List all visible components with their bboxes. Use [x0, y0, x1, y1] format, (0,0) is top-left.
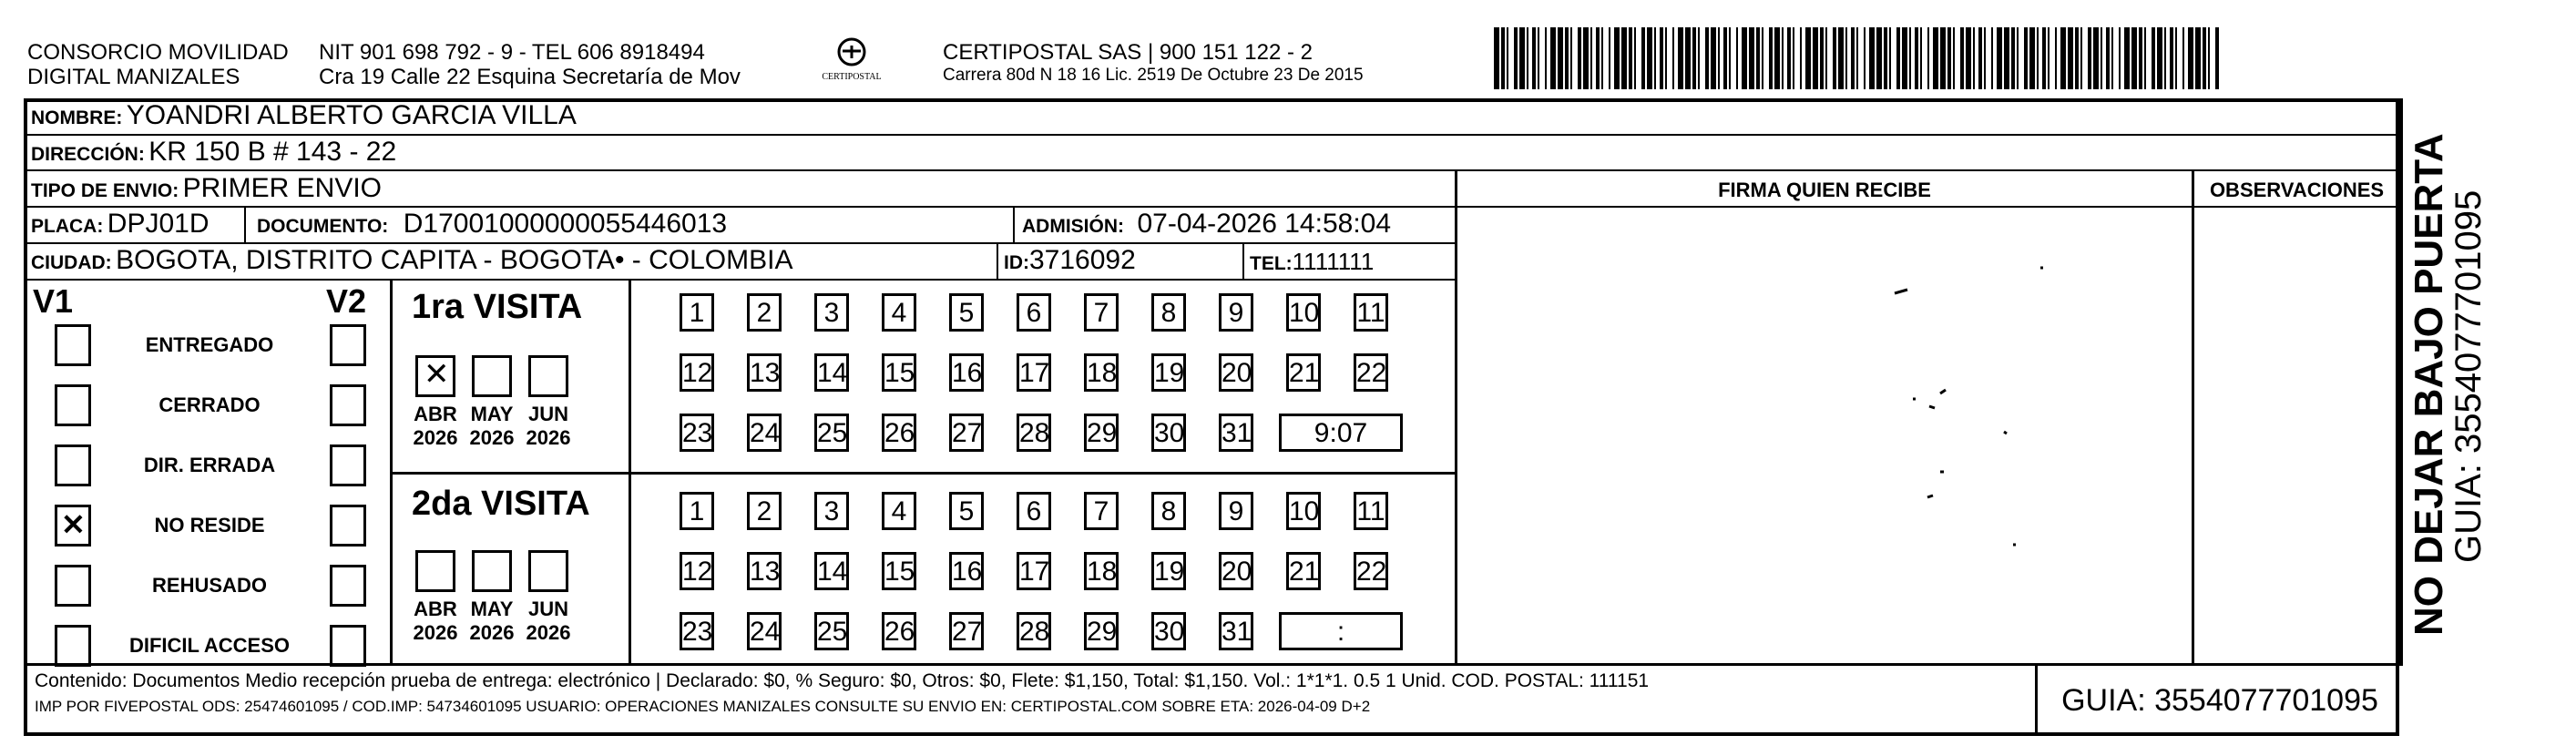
barcode-bar: [2215, 27, 2219, 89]
day-box[interactable]: 30: [1151, 414, 1186, 452]
day-box[interactable]: 20: [1219, 353, 1253, 392]
day-box[interactable]: 28: [1017, 414, 1051, 452]
barcode-bar: [2124, 27, 2130, 89]
barcode-bar: [1494, 27, 1499, 89]
barcode-bar: [2195, 27, 2201, 89]
day-box[interactable]: 11: [1354, 492, 1388, 530]
time-box[interactable]: :: [1279, 612, 1403, 650]
barcode-bar: [2088, 27, 2091, 89]
barcode-bar: [1742, 27, 1747, 89]
barcode-bar: [2068, 27, 2073, 89]
observaciones-header: OBSERVACIONES: [2209, 179, 2385, 201]
ciudad-row: [31, 245, 792, 276]
barcode-bar: [1869, 27, 1875, 89]
barcode-bar: [1621, 27, 1627, 89]
barcode-bar: [1820, 27, 1824, 89]
tel-row: [1250, 248, 1374, 276]
barcode-bar: [1596, 27, 1600, 89]
day-box[interactable]: 15: [882, 552, 916, 590]
day-box[interactable]: 25: [814, 612, 849, 650]
barcode-bar: [2119, 27, 2121, 89]
signature-marks: [1457, 208, 2192, 661]
day-box[interactable]: 9: [1219, 492, 1253, 530]
barcode-bar: [1902, 27, 1907, 89]
nombre-value: YOANDRI ALBERTO GARCIA VILLA: [126, 100, 577, 130]
ciudad-value: BOGOTA, DISTRITO CAPITA - BOGOTA• - COLOMBIA: [116, 245, 793, 275]
barcode-bar: [1889, 27, 1891, 89]
day-box[interactable]: 10: [1286, 293, 1321, 332]
barcode-bar: [1654, 27, 1656, 89]
barcode-bar: [2017, 27, 2019, 89]
barcode-bar: [1583, 27, 1589, 89]
barcode-bar: [1601, 27, 1603, 89]
v1-label: V1: [33, 282, 74, 320]
v1-checkbox[interactable]: [55, 384, 91, 426]
month-checkbox[interactable]: [415, 550, 455, 592]
certipostal-logo-icon: [833, 36, 870, 67]
day-box[interactable]: 17: [1017, 353, 1051, 392]
documento-label: DOCUMENTO:: [257, 216, 389, 237]
signature-area: [1457, 208, 2192, 661]
company-name: [27, 40, 289, 89]
address-line: Cra 19 Calle 22 Esquina Secretaría de Mov: [319, 65, 741, 89]
day-box[interactable]: 24: [747, 414, 782, 452]
barcode-bar: [2055, 27, 2057, 89]
barcode-bar: [2042, 27, 2046, 89]
month-checkbox[interactable]: [472, 355, 512, 397]
barcode-bar: [1647, 27, 1652, 89]
day-box[interactable]: 4: [882, 293, 916, 332]
barcode-bar: [1813, 27, 1818, 89]
day-box[interactable]: 7: [1084, 293, 1119, 332]
barcode-bar: [1960, 27, 1964, 89]
barcode-bar: [1915, 27, 1918, 89]
day-box[interactable]: 5: [949, 492, 984, 530]
barcode-bar: [2024, 27, 2028, 89]
barcode-bar: [1570, 27, 1572, 89]
month-checkbox[interactable]: [528, 355, 568, 397]
barcode-bar: [1545, 27, 1547, 89]
barcode-bar: [1672, 27, 1674, 89]
documento-value: D17001000000055446013: [403, 209, 728, 239]
id-label: ID:: [1004, 252, 1029, 273]
barcode-bar: [1793, 27, 1794, 89]
barcode-bar: [1698, 27, 1700, 89]
barcode-bar: [1805, 27, 1811, 89]
barcode-bar: [1590, 27, 1592, 89]
direccion-value: KR 150 B # 143 - 22: [148, 137, 397, 167]
barcode-bar: [2029, 27, 2035, 89]
month-check-mark: ✕: [424, 357, 450, 392]
barcode-bar: [1550, 27, 1556, 89]
barcode-bar: [1514, 27, 1518, 89]
v1-checkbox[interactable]: [55, 444, 91, 486]
barcode-bar: [1660, 27, 1663, 89]
day-box[interactable]: 16: [949, 552, 984, 590]
barcode-bar: [1527, 27, 1528, 89]
day-box[interactable]: 4: [882, 492, 916, 530]
barcode-bar: [1762, 27, 1763, 89]
barcode-bar: [1933, 27, 1938, 89]
day-box[interactable]: 6: [1017, 492, 1051, 530]
day-box[interactable]: 18: [1084, 353, 1119, 392]
day-box[interactable]: 15: [882, 353, 916, 392]
admision-row: [1022, 209, 1391, 240]
barcode-bar: [1838, 27, 1844, 89]
barcode-bar: [2048, 27, 2050, 89]
day-box[interactable]: 3: [814, 293, 849, 332]
day-box[interactable]: 28: [1017, 612, 1051, 650]
certi-line1: CERTIPOSTAL SAS | 900 151 122 - 2: [943, 40, 1313, 65]
day-box[interactable]: 23: [680, 612, 714, 650]
placa-label: PLACA:: [31, 216, 104, 237]
v1-checkbox[interactable]: [55, 505, 91, 547]
day-box[interactable]: 10: [1286, 492, 1321, 530]
barcode-bar: [2203, 27, 2206, 89]
barcode-bar: [1629, 27, 1632, 89]
barcode-bar: [1718, 27, 1720, 89]
day-box[interactable]: 11: [1354, 293, 1388, 332]
barcode-bar: [2075, 27, 2079, 89]
day-box[interactable]: 6: [1017, 293, 1051, 332]
direccion-label: DIRECCIÓN:: [31, 144, 145, 165]
barcode-bar: [2188, 27, 2193, 89]
barcode-bar: [1947, 27, 1951, 89]
status-label: DIR. ERRADA: [143, 454, 276, 476]
company-line1: CONSORCIO MOVILIDAD: [27, 40, 289, 65]
barcode-bar: [1678, 27, 1683, 89]
barcode-bar: [2111, 27, 2113, 89]
day-box[interactable]: 22: [1354, 552, 1388, 590]
barcode-bar: [1997, 27, 2002, 89]
barcode-bar: [1909, 27, 1911, 89]
barcode-bar: [1920, 27, 1922, 89]
barcode-bar: [1729, 27, 1731, 89]
id-row: [1004, 245, 1136, 276]
tipo-row: [31, 173, 382, 204]
day-box[interactable]: 31: [1219, 612, 1253, 650]
day-box[interactable]: 27: [949, 612, 984, 650]
day-box[interactable]: 5: [949, 293, 984, 332]
barcode-bar: [2157, 27, 2162, 89]
barcode-bar: [1756, 27, 1760, 89]
barcode-bar: [2144, 27, 2146, 89]
firma-header: FIRMA QUIEN RECIBE: [1718, 179, 1931, 201]
documento-row: [257, 209, 727, 240]
day-box[interactable]: 19: [1151, 552, 1186, 590]
barcode-bar: [2164, 27, 2166, 89]
day-box[interactable]: 29: [1084, 612, 1119, 650]
company-line2: DIGITAL MANIZALES: [27, 65, 240, 89]
placa-row: [31, 209, 210, 240]
day-box[interactable]: 30: [1151, 612, 1186, 650]
month-label: MAY 2026: [469, 598, 515, 644]
no-dejar-text: NO DEJAR BAJO PUERTA: [2407, 133, 2451, 636]
barcode-bar: [2060, 27, 2066, 89]
barcode-bar: [2106, 27, 2110, 89]
day-box[interactable]: 16: [949, 353, 984, 392]
v1-checkbox[interactable]: [55, 324, 91, 366]
barcode-bar: [1507, 27, 1508, 89]
day-box[interactable]: 25: [814, 414, 849, 452]
barcode-bar: [1723, 27, 1727, 89]
certi-line2: Carrera 80d N 18 16 Lic. 2519 De Octubre 23 De 2015: [943, 66, 1364, 85]
status-label: REHUSADO: [152, 574, 267, 597]
day-box[interactable]: 13: [747, 353, 782, 392]
direccion-row: [31, 137, 396, 168]
day-box[interactable]: 2: [747, 293, 782, 332]
barcode-bar: [2175, 27, 2177, 89]
day-box[interactable]: 1: [680, 293, 714, 332]
certipostal-info: [943, 40, 1364, 87]
v2-checkbox[interactable]: [330, 505, 366, 547]
barcode-bar: [1896, 27, 1900, 89]
month-label: MAY 2026: [469, 403, 515, 449]
barcode-bar: [1800, 27, 1802, 89]
barcode-bar: [1864, 27, 1866, 89]
barcode-bar: [1532, 27, 1536, 89]
day-box[interactable]: 3: [814, 492, 849, 530]
day-box[interactable]: 20: [1219, 552, 1253, 590]
barcode-bar: [2080, 27, 2082, 89]
barcode-bar: [1782, 27, 1784, 89]
barcode-bar: [1774, 27, 1780, 89]
footer-imp: IMP POR FIVEPOSTAL ODS: 25474601095 / COD.IMP: 54734601095 USUARIO: OPERACIONES MANIZALES CONSULTE SU ENVIO EN: CERTIPOSTAL.COM SOBRE ETA: 2026-04-09 D+2: [35, 698, 1371, 715]
ciudad-label: CIUDAD:: [31, 252, 112, 273]
admision-value: 07-04-2026 14:58:04: [1137, 209, 1392, 239]
barcode-bar: [1769, 27, 1773, 89]
v2-checkbox[interactable]: [330, 565, 366, 607]
barcode-bar: [1736, 27, 1738, 89]
barcode-bar: [1973, 27, 1975, 89]
nombre-label: NOMBRE:: [31, 107, 123, 128]
day-box[interactable]: 22: [1354, 353, 1388, 392]
barcode-bar: [1538, 27, 1539, 89]
day-box[interactable]: 19: [1151, 353, 1186, 392]
day-box[interactable]: 26: [882, 414, 916, 452]
day-box[interactable]: 17: [1017, 552, 1051, 590]
visit2-title: 2da VISITA: [412, 485, 590, 523]
logo-text: CERTIPOSTAL: [822, 72, 882, 82]
v2-label: V2: [326, 282, 367, 320]
barcode-bar: [2152, 27, 2155, 89]
tel-label: TEL:: [1250, 253, 1293, 274]
barcode-bar: [2101, 27, 2102, 89]
month-label: JUN 2026: [526, 598, 571, 644]
day-box[interactable]: 24: [747, 612, 782, 650]
barcode-bar: [1991, 27, 1993, 89]
month-label: ABR 2026: [413, 403, 458, 449]
day-box[interactable]: 14: [814, 552, 849, 590]
barcode-bar: [1953, 27, 1955, 89]
v1-checkbox[interactable]: [55, 565, 91, 607]
day-box[interactable]: 26: [882, 612, 916, 650]
nit-line: NIT 901 698 792 - 9 - TEL 606 8918494: [319, 40, 705, 65]
month-checkbox[interactable]: [528, 550, 568, 592]
barcode-bar: [2004, 27, 2009, 89]
barcode-bar: [2182, 27, 2184, 89]
status-label: CERRADO: [158, 393, 261, 416]
admision-label: ADMISIÓN:: [1022, 216, 1124, 237]
barcode-bar: [1634, 27, 1636, 89]
barcode-bar: [1711, 27, 1716, 89]
v2-checkbox[interactable]: [330, 384, 366, 426]
tipo-label: TIPO DE ENVIO:: [31, 180, 179, 201]
placa-value: DPJ01D: [107, 209, 210, 239]
barcode-bar: [2131, 27, 2137, 89]
nombre-row: [31, 100, 577, 131]
barcode-bar: [2037, 27, 2039, 89]
status-label: ENTREGADO: [145, 333, 274, 356]
month-label: ABR 2026: [413, 598, 458, 644]
v1-check-mark: ✕: [61, 508, 86, 541]
barcode-bar: [2093, 27, 2099, 89]
time-box[interactable]: 9:07: [1279, 414, 1403, 452]
barcode-bar: [1565, 27, 1569, 89]
day-box[interactable]: 27: [949, 414, 984, 452]
day-box[interactable]: 8: [1151, 492, 1186, 530]
barcode-bar: [1833, 27, 1836, 89]
company-contact: [319, 40, 741, 89]
v2-checkbox[interactable]: [330, 444, 366, 486]
day-box[interactable]: 18: [1084, 552, 1119, 590]
barcode-bar: [1578, 27, 1581, 89]
month-checkbox[interactable]: [472, 550, 512, 592]
day-box[interactable]: 1: [680, 492, 714, 530]
day-box[interactable]: 12: [680, 353, 714, 392]
v1-checkbox[interactable]: [55, 625, 91, 667]
day-box[interactable]: 7: [1084, 492, 1119, 530]
barcode-bar: [1501, 27, 1505, 89]
day-box[interactable]: 21: [1286, 552, 1321, 590]
day-box[interactable]: 23: [680, 414, 714, 452]
day-box[interactable]: 14: [814, 353, 849, 392]
id-value: 3716092: [1029, 245, 1136, 275]
side-guia-text: GUIA: 3554077701095: [2448, 189, 2489, 563]
barcode-bar: [1614, 27, 1620, 89]
day-box[interactable]: 13: [747, 552, 782, 590]
barcode: [1494, 27, 2218, 89]
barcode-bar: [2139, 27, 2142, 89]
day-box[interactable]: 21: [1286, 353, 1321, 392]
footer-content: Contenido: Documentos Medio recepción prueba de entrega: electrónico | Declarado: $0, % Seguro: $0, Otros: $0, Flete: $1,150, Total: $1,150. Vol.: 1*1*1. 0.5 1 Unid. COD. POSTAL: 111151: [35, 670, 1650, 691]
barcode-bar: [1641, 27, 1645, 89]
barcode-bar: [1787, 27, 1791, 89]
side-panel: [2403, 98, 2576, 663]
day-box[interactable]: 2: [747, 492, 782, 530]
month-label: JUN 2026: [526, 403, 571, 449]
barcode-bar: [1984, 27, 1986, 89]
day-box[interactable]: 12: [680, 552, 714, 590]
barcode-bar: [2170, 27, 2173, 89]
footer-guia: GUIA: 3554077701095: [2061, 683, 2378, 718]
barcode-bar: [1884, 27, 1887, 89]
certipostal-logo: [806, 36, 897, 87]
barcode-bar: [1845, 27, 1847, 89]
status-label: DIFICIL ACCESO: [128, 634, 290, 657]
barcode-bar: [1705, 27, 1709, 89]
barcode-bar: [1609, 27, 1610, 89]
barcode-bar: [1851, 27, 1855, 89]
month-checkbox[interactable]: [415, 355, 455, 397]
barcode-bar: [2011, 27, 2015, 89]
barcode-bar: [1665, 27, 1667, 89]
day-box[interactable]: 31: [1219, 414, 1253, 452]
v2-checkbox[interactable]: [330, 324, 366, 366]
barcode-bar: [1876, 27, 1882, 89]
barcode-bar: [1558, 27, 1563, 89]
barcode-bar: [1856, 27, 1858, 89]
barcode-bar: [1692, 27, 1696, 89]
barcode-bar: [1685, 27, 1691, 89]
tipo-value: PRIMER ENVIO: [182, 173, 383, 203]
barcode-bar: [1519, 27, 1525, 89]
day-box[interactable]: 9: [1219, 293, 1253, 332]
barcode-bar: [1927, 27, 1929, 89]
visit1-title: 1ra VISITA: [412, 288, 583, 326]
day-box[interactable]: 8: [1151, 293, 1186, 332]
v2-checkbox[interactable]: [330, 625, 366, 667]
barcode-bar: [1749, 27, 1754, 89]
barcode-bar: [1940, 27, 1946, 89]
tel-value: 1111111: [1292, 248, 1375, 275]
status-label: NO RESIDE: [154, 514, 265, 536]
barcode-bar: [1978, 27, 1982, 89]
barcode-bar: [2208, 27, 2210, 89]
day-box[interactable]: 29: [1084, 414, 1119, 452]
barcode-bar: [1966, 27, 1971, 89]
barcode-bar: [1825, 27, 1827, 89]
